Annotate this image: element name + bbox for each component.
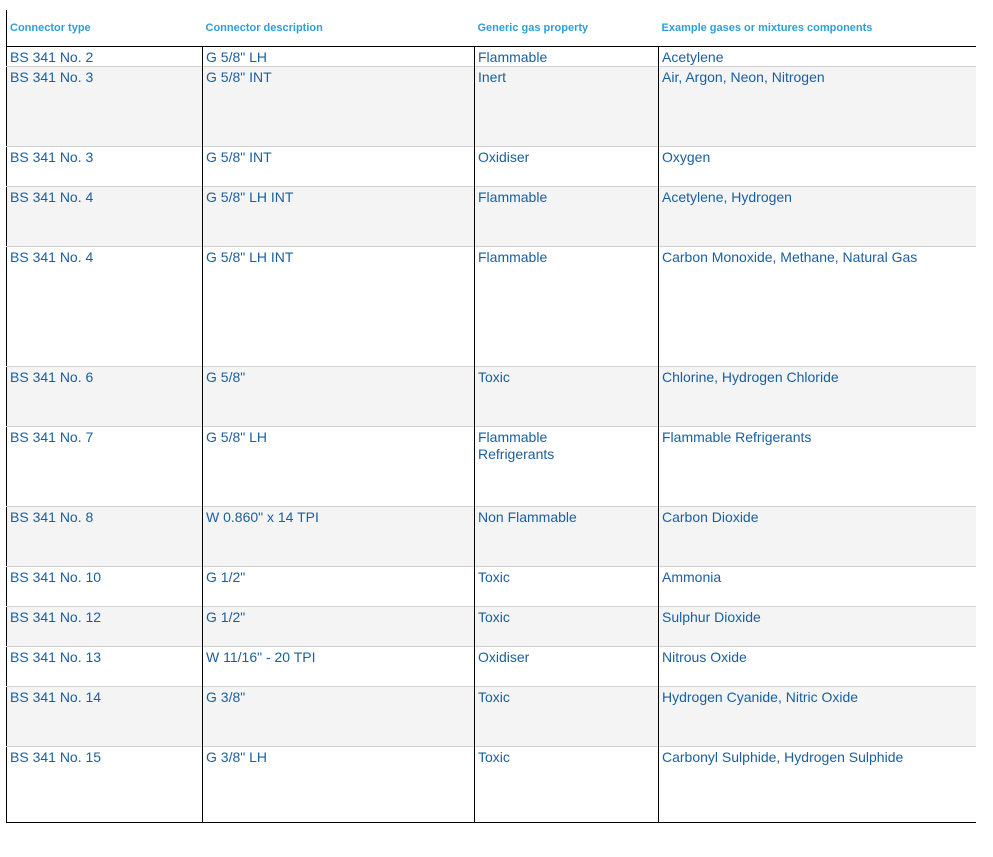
cell-example-gases: Flammable Refrigerants	[659, 427, 976, 507]
table-row	[7, 687, 976, 747]
cell-example-gases: Nitrous Oxide	[659, 647, 976, 687]
table-row	[7, 647, 976, 687]
cell-example-gases: Ammonia	[659, 567, 976, 607]
cell-gas-property: Inert	[475, 67, 659, 147]
cell-connector-type: BS 341 No. 3	[7, 147, 203, 187]
cell-connector-type: BS 341 No. 7	[7, 427, 203, 507]
table-row	[7, 147, 976, 187]
cell-gas-property: Flammable Refrigerants	[475, 427, 659, 507]
cell-connector-type: BS 341 No. 8	[7, 507, 203, 567]
cell-example-gases: Air, Argon, Neon, Nitrogen	[659, 67, 976, 147]
table-header-row	[7, 10, 976, 47]
table-row	[7, 507, 976, 567]
cell-connector-description: G 5/8" INT	[203, 147, 475, 187]
cell-connector-description: G 3/8" LH	[203, 747, 475, 823]
cell-connector-type: BS 341 No. 2	[7, 47, 203, 67]
cell-gas-property: Toxic	[475, 567, 659, 607]
cell-gas-property: Oxidiser	[475, 147, 659, 187]
cell-gas-property: Toxic	[475, 367, 659, 427]
cell-example-gases: Carbon Monoxide, Methane, Natural Gas	[659, 247, 976, 367]
cell-gas-property: Oxidiser	[475, 647, 659, 687]
cell-connector-type: BS 341 No. 6	[7, 367, 203, 427]
table-row	[7, 187, 976, 247]
cell-example-gases: Acetylene	[659, 47, 976, 67]
cell-example-gases: Oxygen	[659, 147, 976, 187]
connector-table	[6, 10, 976, 823]
cell-connector-description: G 5/8" LH INT	[203, 247, 475, 367]
cell-gas-property: Toxic	[475, 747, 659, 823]
cell-connector-type: BS 341 No. 13	[7, 647, 203, 687]
cell-example-gases: Hydrogen Cyanide, Nitric Oxide	[659, 687, 976, 747]
cell-connector-description: G 5/8" INT	[203, 67, 475, 147]
cell-gas-property: Flammable	[475, 187, 659, 247]
cell-connector-type: BS 341 No. 10	[7, 567, 203, 607]
cell-gas-property: Flammable	[475, 47, 659, 67]
connector-table-container	[6, 10, 976, 823]
header-connector-description: Connector description	[203, 10, 475, 47]
cell-connector-type: BS 341 No. 3	[7, 67, 203, 147]
cell-connector-description: G 5/8"	[203, 367, 475, 427]
cell-connector-description: W 11/16" - 20 TPI	[203, 647, 475, 687]
cell-connector-description: G 3/8"	[203, 687, 475, 747]
cell-example-gases: Chlorine, Hydrogen Chloride	[659, 367, 976, 427]
table-row	[7, 427, 976, 507]
header-generic-gas-property: Generic gas property	[475, 10, 659, 47]
table-row	[7, 47, 976, 67]
cell-connector-description: G 5/8" LH	[203, 427, 475, 507]
cell-example-gases: Carbon Dioxide	[659, 507, 976, 567]
cell-gas-property: Flammable	[475, 247, 659, 367]
table-row	[7, 747, 976, 823]
header-connector-type: Connector type	[7, 10, 203, 47]
cell-connector-type: BS 341 No. 12	[7, 607, 203, 647]
cell-connector-description: W 0.860" x 14 TPI	[203, 507, 475, 567]
table-row	[7, 247, 976, 367]
cell-connector-description: G 5/8" LH INT	[203, 187, 475, 247]
table-row	[7, 607, 976, 647]
cell-connector-type: BS 341 No. 4	[7, 187, 203, 247]
cell-example-gases: Carbonyl Sulphide, Hydrogen Sulphide	[659, 747, 976, 823]
cell-gas-property: Toxic	[475, 687, 659, 747]
cell-gas-property: Non Flammable	[475, 507, 659, 567]
cell-gas-property: Toxic	[475, 607, 659, 647]
table-row	[7, 567, 976, 607]
cell-connector-type: BS 341 No. 4	[7, 247, 203, 367]
cell-example-gases: Sulphur Dioxide	[659, 607, 976, 647]
cell-connector-description: G 1/2"	[203, 567, 475, 607]
cell-example-gases: Acetylene, Hydrogen	[659, 187, 976, 247]
header-example-gases: Example gases or mixtures components	[659, 10, 976, 47]
table-row	[7, 67, 976, 147]
cell-connector-type: BS 341 No. 15	[7, 747, 203, 823]
table-row	[7, 367, 976, 427]
cell-connector-type: BS 341 No. 14	[7, 687, 203, 747]
cell-connector-description: G 5/8" LH	[203, 47, 475, 67]
cell-connector-description: G 1/2"	[203, 607, 475, 647]
